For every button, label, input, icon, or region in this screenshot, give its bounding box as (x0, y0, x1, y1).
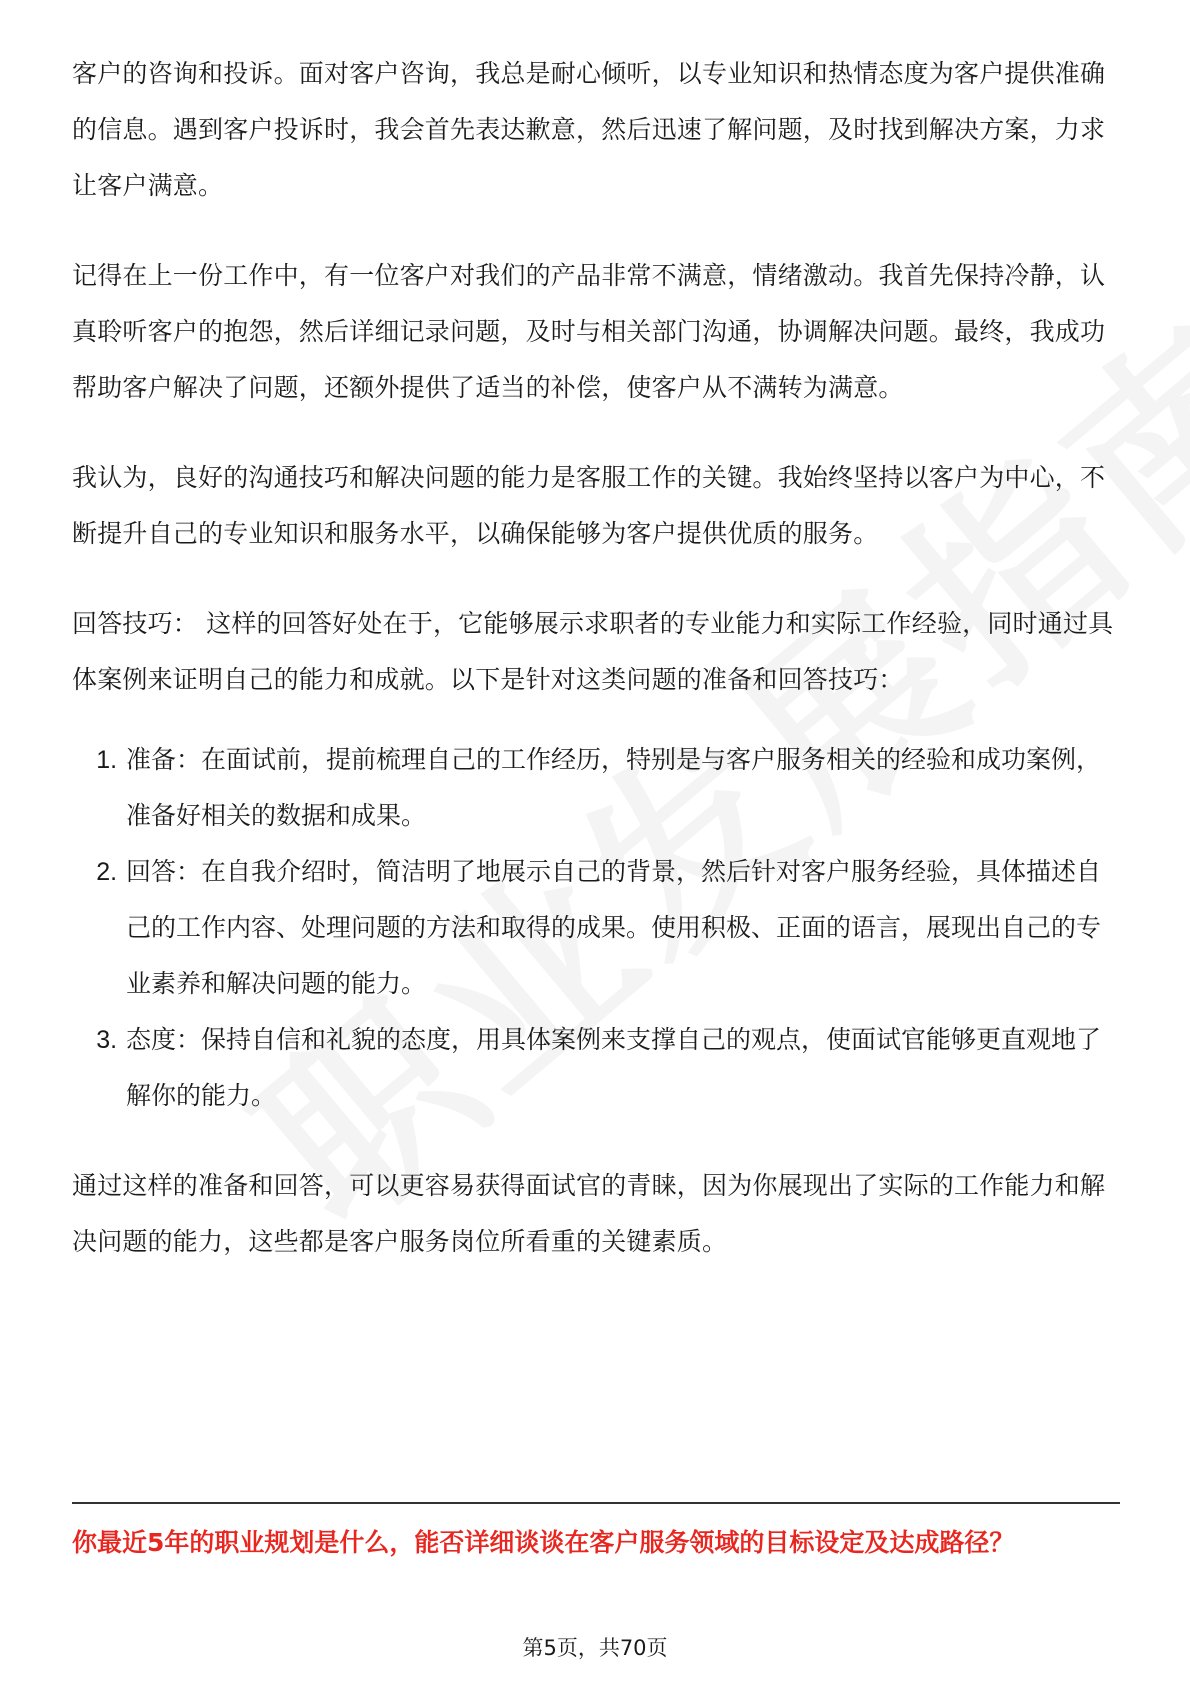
section-divider (72, 1502, 1120, 1504)
paragraph-example: 记得在上一份工作中，有一位客户对我们的产品非常不满意，情绪激动。我首先保持冷静，认真聆听客户的抱怨，然后详细记录问题，及时与相关部门沟通，协调解决问题。最终，我成功帮助客户解决了问题，还额外提供了适当的补偿，使客户从不满转为满意。 (72, 261, 1106, 402)
tips-list (72, 732, 1120, 1124)
page-content (72, 46, 1120, 1304)
tip-item-attitude: 3. 态度：保持自信和礼貌的态度，用具体案例来支撑自己的观点，使面试官能够更直观地了解你的能力。 (124, 1012, 1120, 1124)
paragraph-tips-intro: 回答技巧： 这样的回答好处在于，它能够展示求职者的专业能力和实际工作经验，同时通过具体案例来证明自己的能力和成就。以下是针对这类问题的准备和回答技巧： (72, 609, 1114, 694)
page-number: 第5页，共70页 (522, 1636, 668, 1660)
paragraph-opinion: 我认为，良好的沟通技巧和解决问题的能力是客服工作的关键。我始终坚持以客户为中心，不断提升自己的专业知识和服务水平，以确保能够为客户提供优质的服务。 (72, 463, 1106, 548)
next-question-heading: 你最近5年的职业规划是什么，能否详细谈谈在客户服务领域的目标设定及达成路径？ (72, 1528, 1015, 1557)
tip-item-answer: 2. 回答：在自我介绍时，简洁明了地展示自己的背景，然后针对客户服务经验，具体描述自己的工作内容、处理问题的方法和取得的成果。使用积极、正面的语言，展现出自己的专业素养和解决问题的能力。 (124, 844, 1120, 1012)
paragraph-closing: 通过这样的准备和回答，可以更容易获得面试官的青睐，因为你展现出了实际的工作能力和解决问题的能力，这些都是客户服务岗位所看重的关键素质。 (72, 1171, 1106, 1256)
tip-item-prepare: 1. 准备：在面试前，提前梳理自己的工作经历，特别是与客户服务相关的经验和成功案例，准备好相关的数据和成果。 (124, 732, 1120, 844)
paragraph-intro: 客户的咨询和投诉。面对客户咨询，我总是耐心倾听，以专业知识和热情态度为客户提供准确的信息。遇到客户投诉时，我会首先表达歉意，然后迅速了解问题，及时找到解决方案，力求让客户满意。 (72, 59, 1106, 200)
